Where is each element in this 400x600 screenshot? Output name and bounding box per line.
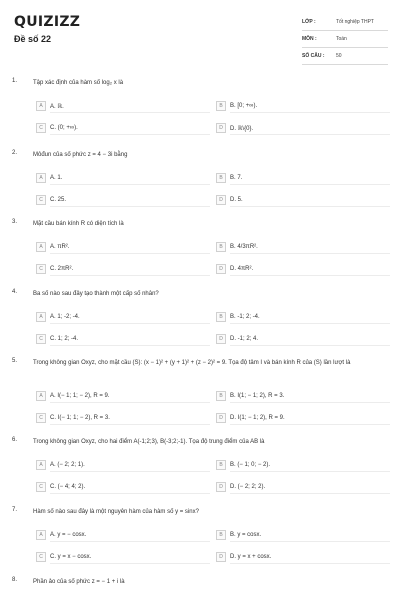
question-text: Trong không gian Oxyz, cho hai điểm A(-1;2;3), B(-3;2;-1). Tọa độ trung điểm của AB là: [33, 439, 265, 445]
answer-option-a[interactable]: [36, 529, 86, 541]
meta-key: SỐ CÂU :: [302, 53, 325, 59]
option-text: C. (− 4; 4; 2).: [50, 484, 86, 490]
question-text: Tập xác định của hàm số log₂ x là: [33, 80, 124, 86]
option-text: A. 1; -2; -4.: [50, 314, 80, 320]
option-text: A. I(− 1; 1; − 2), R = 9.: [50, 393, 110, 399]
option-text: A. y = − cosx.: [50, 532, 87, 538]
meta-value: 50: [336, 53, 342, 59]
answer-option-d[interactable]: [216, 333, 258, 345]
option-letter-box: A: [36, 460, 46, 470]
option-letter-box: D: [216, 482, 226, 492]
option-letter-box: D: [216, 413, 226, 423]
option-divider: [230, 275, 390, 276]
question-number: 2.: [12, 150, 18, 156]
option-letter-box: B: [216, 460, 226, 470]
option-divider: [230, 563, 390, 564]
option-letter-box: B: [216, 242, 226, 252]
option-text: C. 25.: [50, 197, 67, 203]
option-letter-box: C: [36, 334, 46, 344]
option-divider: [230, 541, 390, 542]
option-divider: [230, 493, 390, 494]
exam-title: Đề số 22: [14, 34, 52, 44]
option-divider: [50, 253, 210, 254]
exam-meta-table: [302, 14, 388, 65]
question-number: 6.: [12, 437, 18, 443]
option-text: D. I(1; − 1; 2), R = 9.: [230, 415, 285, 421]
meta-value: Tốt nghiệp THPT: [336, 19, 374, 25]
answer-option-d[interactable]: [216, 263, 253, 275]
option-divider: [230, 253, 390, 254]
option-letter-box: A: [36, 391, 46, 401]
answer-option-a[interactable]: [36, 241, 69, 253]
question-number: 4.: [12, 289, 18, 295]
option-divider: [50, 206, 210, 207]
option-text: B. 4/3πR².: [230, 244, 258, 250]
meta-row-count: [302, 48, 388, 65]
option-text: B. I(1; − 1; 2), R = 3.: [230, 393, 285, 399]
option-letter-box: C: [36, 264, 46, 274]
question-number: 7.: [12, 507, 18, 513]
answer-option-a[interactable]: [36, 459, 85, 471]
worksheet-header: [0, 0, 400, 70]
option-text: C. 2πR².: [50, 266, 74, 272]
option-letter-box: A: [36, 530, 46, 540]
option-text: D. (− 2; 2; 2).: [230, 484, 266, 490]
option-divider: [230, 184, 390, 185]
question-number: 1.: [12, 78, 18, 84]
question-text: Mặt cầu bán kính R có diện tích là: [33, 221, 124, 227]
answer-option-b[interactable]: [216, 241, 258, 253]
option-letter-box: D: [216, 552, 226, 562]
option-letter-box: C: [36, 195, 46, 205]
option-text: D. -1; 2; 4.: [230, 336, 259, 342]
option-letter-box: C: [36, 123, 46, 133]
quizizz-logo: QUIZIZZ: [14, 14, 81, 30]
answer-option-c[interactable]: [36, 263, 73, 275]
option-text: D. ℝ\{0}.: [230, 125, 254, 132]
option-letter-box: D: [216, 123, 226, 133]
option-text: A. 1.: [50, 175, 63, 181]
option-letter-box: A: [36, 312, 46, 322]
option-divider: [230, 112, 390, 113]
question-number: 5.: [12, 358, 18, 364]
option-letter-box: B: [216, 173, 226, 183]
answer-option-d[interactable]: [216, 122, 253, 134]
option-text: B. [0; +∞).: [230, 103, 258, 109]
option-letter-box: D: [216, 334, 226, 344]
answer-option-c[interactable]: [36, 481, 85, 493]
option-letter-box: B: [216, 530, 226, 540]
option-divider: [50, 184, 210, 185]
option-text: A. ℝ.: [50, 103, 64, 110]
question-number: 3.: [12, 219, 18, 225]
option-divider: [50, 493, 210, 494]
answer-option-c[interactable]: [36, 122, 78, 134]
option-text: B. 7.: [230, 175, 243, 181]
answer-option-c[interactable]: [36, 412, 110, 424]
option-letter-box: D: [216, 264, 226, 274]
option-divider: [50, 563, 210, 564]
option-letter-box: A: [36, 242, 46, 252]
option-divider: [50, 345, 210, 346]
option-divider: [230, 134, 390, 135]
answer-option-c[interactable]: [36, 333, 78, 345]
answer-option-d[interactable]: [216, 412, 285, 424]
option-divider: [50, 402, 210, 403]
option-divider: [230, 471, 390, 472]
option-text: B. -1; 2; -4.: [230, 314, 260, 320]
option-letter-box: B: [216, 101, 226, 111]
option-letter-box: D: [216, 195, 226, 205]
option-letter-box: A: [36, 173, 46, 183]
option-divider: [50, 275, 210, 276]
option-text: C. I(− 1; 1; − 2), R = 3.: [50, 415, 110, 421]
option-text: B. (− 1; 0; − 2).: [230, 462, 271, 468]
meta-row-subject: [302, 31, 388, 48]
answer-option-c[interactable]: [36, 194, 66, 206]
option-text: C. 1; 2; -4.: [50, 336, 79, 342]
answer-option-b[interactable]: [216, 529, 261, 541]
answer-option-b[interactable]: [216, 100, 257, 112]
option-divider: [50, 112, 210, 113]
answer-option-b[interactable]: [216, 311, 260, 323]
option-text: B. y = cosx.: [230, 532, 262, 538]
option-divider: [230, 206, 390, 207]
option-divider: [230, 323, 390, 324]
option-text: A. (− 2; 2; 1).: [50, 462, 85, 468]
option-divider: [230, 402, 390, 403]
answer-option-d[interactable]: [216, 551, 271, 563]
meta-key: MÔN :: [302, 36, 317, 42]
option-divider: [50, 134, 210, 135]
option-letter-box: B: [216, 391, 226, 401]
answer-option-a[interactable]: [36, 311, 80, 323]
option-letter-box: C: [36, 413, 46, 423]
option-text: D. 4πR².: [230, 266, 254, 272]
option-text: A. πR².: [50, 244, 70, 250]
option-divider: [50, 541, 210, 542]
question-text: Phần ảo của số phức z = − 1 + i là: [33, 579, 125, 585]
option-letter-box: B: [216, 312, 226, 322]
option-divider: [50, 323, 210, 324]
option-text: D. y = x + cosx.: [230, 554, 272, 560]
option-divider: [230, 424, 390, 425]
meta-key: LỚP :: [302, 19, 316, 25]
answer-option-a[interactable]: [36, 100, 64, 112]
option-divider: [50, 471, 210, 472]
option-divider: [50, 424, 210, 425]
answer-option-b[interactable]: [216, 172, 242, 184]
answer-option-d[interactable]: [216, 194, 243, 206]
answer-option-b[interactable]: [216, 459, 270, 471]
option-divider: [230, 345, 390, 346]
option-text: C. (0; +∞).: [50, 125, 78, 131]
answer-option-b[interactable]: [216, 390, 284, 402]
question-number: 8.: [12, 577, 18, 583]
meta-row-class: [302, 14, 388, 31]
question-text: Môđun của số phức z = 4 − 3i bằng: [33, 152, 128, 158]
question-text: Trong không gian Oxyz, cho mặt cầu (S): (x − 1)² + (y + 1)² + (z − 2)² = 9. Tọa độ tâm I và bán kính R của (S) lần lượt là: [33, 360, 351, 366]
meta-value: Toán: [336, 36, 347, 42]
answer-option-a[interactable]: [36, 172, 62, 184]
option-letter-box: C: [36, 552, 46, 562]
option-letter-box: A: [36, 101, 46, 111]
option-text: C. y = x − cosx.: [50, 554, 92, 560]
answer-option-a[interactable]: [36, 390, 110, 402]
answer-option-c[interactable]: [36, 551, 91, 563]
option-letter-box: C: [36, 482, 46, 492]
option-text: D. 5.: [230, 197, 243, 203]
answer-option-d[interactable]: [216, 481, 265, 493]
question-text: Ba số nào sau đây tạo thành một cấp số nhân?: [33, 291, 159, 297]
question-text: Hàm số nào sau đây là một nguyên hàm của hàm số y = sinx?: [33, 509, 199, 515]
